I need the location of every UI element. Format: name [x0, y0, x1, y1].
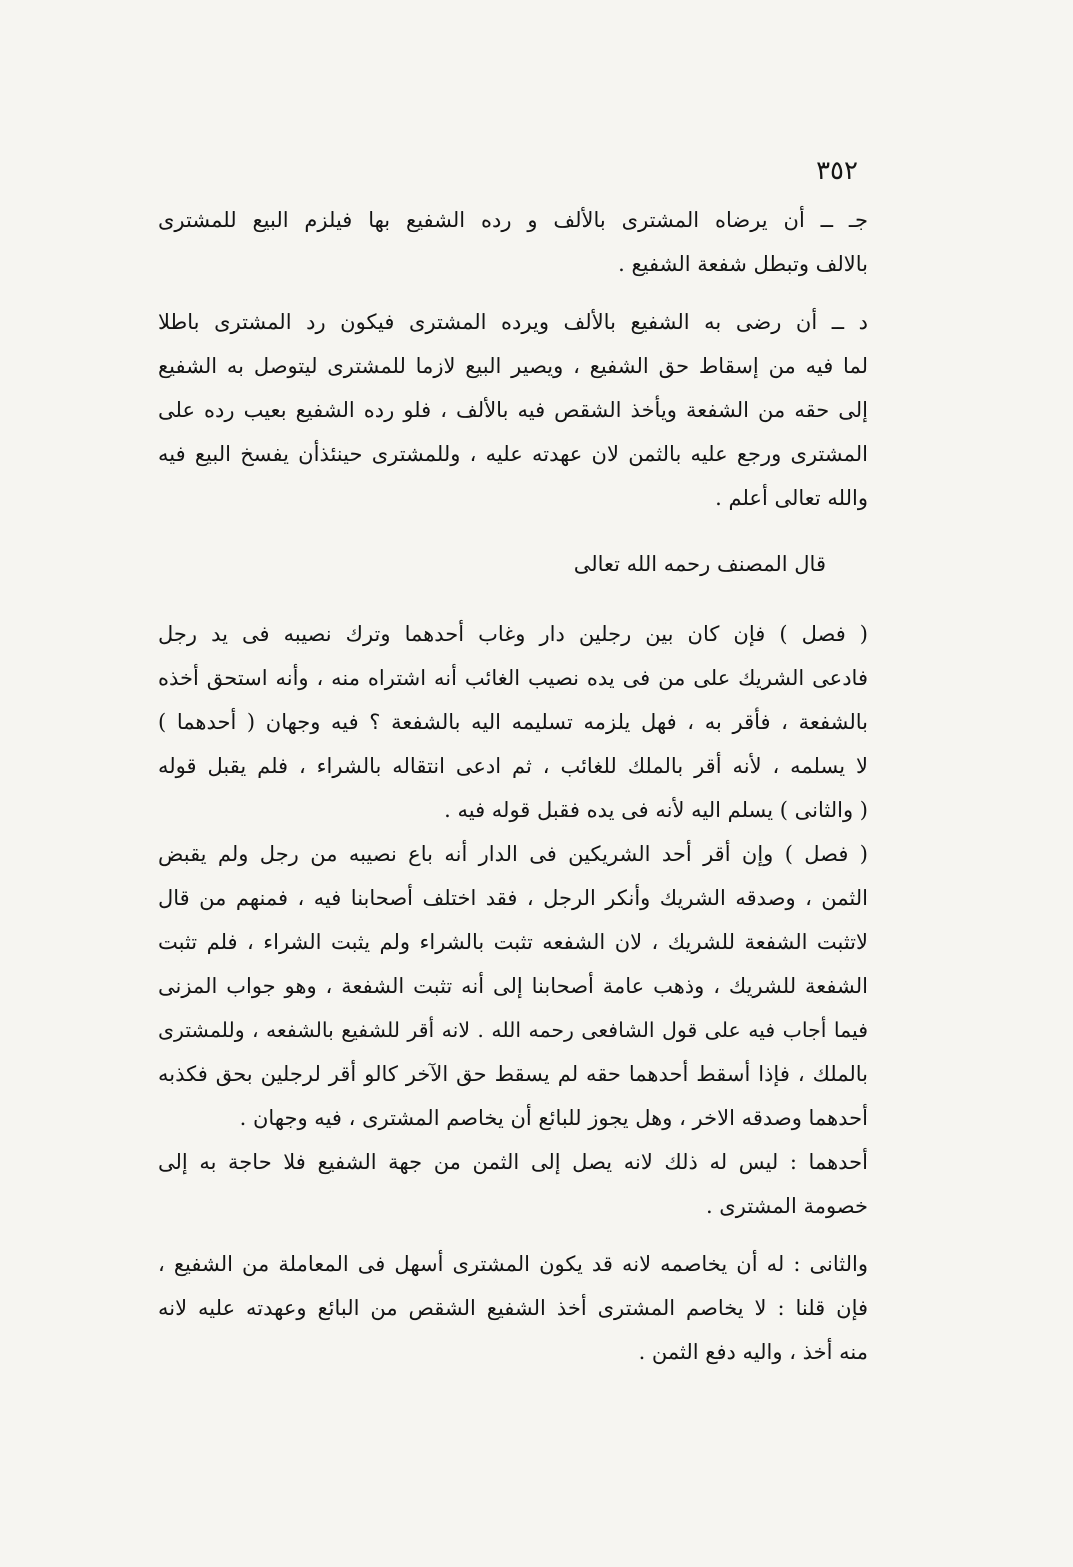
text-line: خصومة المشترى .	[705, 1194, 868, 1218]
text-line: الشفعة للشريك ، وذهب عامة أصحابنا إلى أنه تثبت الشفعة ، وهو جواب المزنى	[158, 974, 868, 998]
paragraph-clause-jim	[158, 198, 868, 286]
page-number: ٣٥٢	[816, 156, 858, 186]
text-line: أحدهما وصدقه الاخر ، وهل يجوز للبائع أن يخاصم المشترى ، فيه وجهان .	[239, 1106, 868, 1130]
text-line: ( فصل ) وإن أقر أحد الشريكين فى الدار أنه باع نصيبه من رجل ولم يقبض	[158, 842, 868, 866]
text-line: بالملك ، فإذا أسقط أحدهما حقه لم يسقط حق الآخر كالو أقر لرجلين بحق فكذبه	[158, 1062, 868, 1086]
text-line: فادعى الشريك على من فى يده نصيب الغائب أنه اشتراه منه ، وأنه استحق أخذه	[158, 666, 868, 690]
text-line: فإن قلنا : لا يخاصم المشترى أخذ الشفيع الشقص من البائع وعهدته عليه لانه	[158, 1296, 868, 1320]
paragraph-clause-dal	[158, 300, 868, 520]
text-line: المشترى ورجع عليه بالثمن لان عهدته عليه ، وللمشترى حينئذأن يفسخ البيع فيه	[158, 442, 868, 466]
text-line: والله تعالى أعلم .	[715, 486, 868, 510]
paragraph-first-view	[158, 1140, 868, 1228]
arabic-text-body	[158, 198, 868, 1374]
text-line: فيما أجاب فيه على قول الشافعى رحمه الله . لانه أقر للشفيع بالشفعه ، وللمشترى	[158, 1018, 868, 1042]
text-line: ( فصل ) فإن كان بين رجلين دار وغاب أحدهما وترك نصيبه فى يد رجل	[158, 622, 868, 646]
text-line: إلى حقه من الشفعة ويأخذ الشقص فيه بالألف ، فلو رده الشفيع بعيب رده على	[158, 398, 868, 422]
paragraph-fasl-absent-partner	[158, 612, 868, 832]
text-line: لاتثبت الشفعة للشريك ، لان الشفعه تثبت بالشراء ولم يثبت الشراء ، فلم تثبت	[158, 930, 868, 954]
text-line: لا يسلمه ، لأنه أقر بالملك للغائب ، ثم ادعى انتقاله بالشراء ، فلم يقبل قوله	[158, 754, 868, 778]
text-line: بالشفعة ، فأقر به ، فهل يلزمه تسليمه اليه بالشفعة ؟ فيه وجهان ( أحدهما )	[158, 710, 868, 734]
text-line: جـ ــ أن يرضاه المشترى بالألف و رده الشفيع بها فيلزم البيع للمشترى	[158, 208, 868, 232]
text-line: منه أخذ ، واليه دفع الثمن .	[638, 1340, 868, 1364]
text-line: أحدهما : ليس له ذلك لانه يصل إلى الثمن من جهة الشفيع فلا حاجة به إلى	[158, 1150, 868, 1174]
text-line: والثانى : له أن يخاصمه لانه قد يكون المشترى أسهل فى المعاملة من الشفيع ،	[158, 1252, 868, 1276]
text-line: لما فيه من إسقاط حق الشفيع ، ويصير البيع لازما للمشترى ليتوصل به الشفيع	[158, 354, 868, 378]
section-heading: قال المصنف رحمه الله تعالى	[573, 552, 826, 576]
text-line: بالالف وتبطل شفعة الشفيع .	[618, 252, 868, 276]
text-line: ( والثانى ) يسلم اليه لأنه فى يده فقبل قوله فيه .	[444, 798, 868, 822]
text-line: الثمن ، وصدقه الشريك وأنكر الرجل ، فقد اختلف أصحابنا فيه ، فمنهم من قال	[158, 886, 868, 910]
text-line: د ــ أن رضى به الشفيع بالألف ويرده المشترى فيكون رد المشترى باطلا	[158, 310, 868, 334]
paragraph-second-view	[158, 1242, 868, 1374]
paragraph-fasl-partner-confession	[158, 832, 868, 1140]
